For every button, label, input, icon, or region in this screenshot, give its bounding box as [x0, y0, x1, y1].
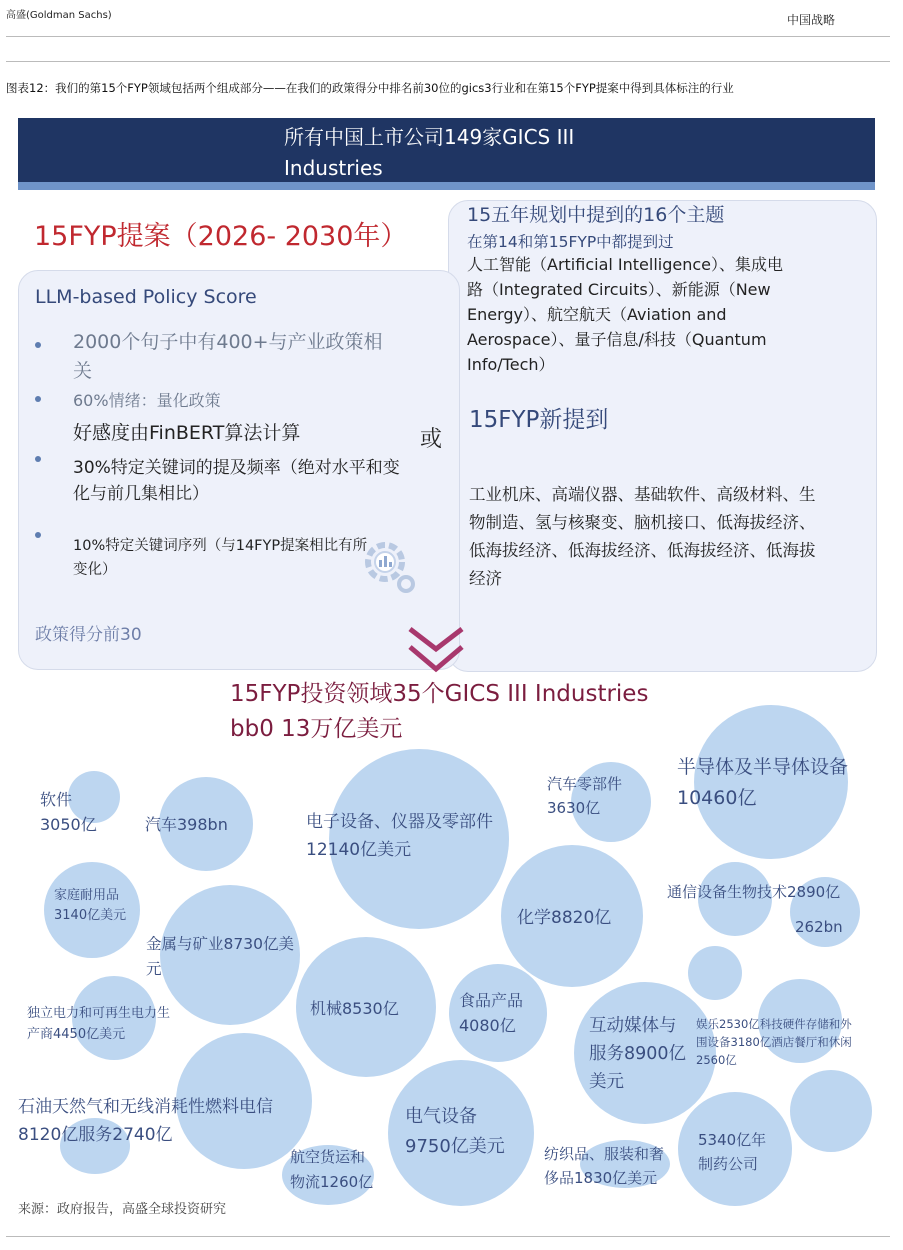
policy-score-title: LLM-based Policy Score: [35, 286, 257, 308]
themes-list: 人工智能（Artificial Intelligence）、集成电路（Integrated Circuits）、新能源（New Energy）、航空航天（Aviation and Aerospace）、量子信息/科技（Quantum Info/Tech）: [467, 255, 783, 374]
themes-title: 15五年规划中提到的16个主题: [467, 204, 725, 226]
bullet-sentences: 2000个句子中有400+与产业政策相关: [73, 331, 383, 382]
bubble-label-pharmaceuticals: 5340亿年 制药公司: [698, 1131, 767, 1173]
bubble: [688, 946, 742, 1000]
bubble-label-autos: 汽车398bn: [145, 815, 228, 834]
bullet-dot: [35, 396, 41, 402]
source-note: 来源：政府报告，高盛全球投资研究: [18, 1202, 227, 1217]
banner-line-1: 所有中国上市公司149家GICS III: [284, 125, 575, 149]
investment-title-line-2: bb0 13万亿美元: [230, 716, 403, 742]
bubble: [790, 1070, 872, 1152]
new-themes-title: 15FYP新提到: [469, 407, 609, 433]
bullet-keyword-frequency: 30%特定关键词的提及频率（绝对水平和变化与前几集相比）: [73, 458, 400, 504]
investment-title: [230, 677, 648, 747]
bubble-label-software: 软件 3050亿: [40, 790, 97, 834]
bubble-label-electrical-equipment: 电气设备 9750亿美元: [405, 1106, 505, 1157]
bubble-label-air-freight: 航空货运和 物流1260亿: [290, 1148, 374, 1191]
bubble-label-entertainment-hardware-hotels: 娱乐2530亿科技硬件存储和外 围设备3180亿酒店餐厅和休闲 2560亿: [696, 1017, 852, 1067]
bullet-sentiment: 60%情绪：量化政策: [73, 391, 221, 410]
bubble-label-household-durables: 家庭耐用品 3140亿美元: [54, 888, 127, 923]
bullet-dot: [35, 532, 41, 538]
bubble-label-comm-equipment-biotech: 通信设备生物技术2890亿: [667, 883, 841, 901]
bubble-label-power-producers: 独立电力和可再生电力生 产商4450亿美元: [27, 1006, 171, 1042]
banner-text: [284, 122, 574, 184]
bullet-dot: [35, 342, 41, 348]
bubble-label-metals-mining: 金属与矿业8730亿美 元: [146, 935, 294, 978]
investment-title-line-1: 15FYP投资领域35个GICS III Industries: [230, 681, 649, 707]
bullet-finbert: 好感度由FinBERT算法计算: [73, 422, 301, 444]
header-source-label: 高盛(Goldman Sachs): [6, 10, 112, 21]
bubble-label-food-products: 食品产品 4080亿: [459, 991, 524, 1035]
fyp-proposal-title: 15FYP提案（2026- 2030年）: [34, 221, 408, 252]
bubble-label-machinery: 机械8530亿: [310, 999, 399, 1018]
banner-line-2: Industries: [284, 156, 383, 180]
or-label: 或: [420, 427, 443, 452]
bubble-label-textiles-apparel: 纺织品、服装和奢 侈品1830亿美元: [544, 1145, 665, 1187]
bubble-label-semiconductors: 半导体及半导体设备 10460亿: [677, 756, 849, 809]
header-section-label: 中国战略: [787, 13, 836, 27]
bubble-label-interactive-media: 互动媒体与 服务8900亿 美元: [589, 1016, 687, 1092]
themes-subtitle: 在第14和第15FYP中都提到过: [467, 233, 674, 251]
bullet-keyword-sequence: 10%特定关键词序列（与14FYP提案相比有所变化）: [73, 538, 368, 578]
figure-caption: 图表12：我们的第15个FYP领域包括两个组成部分——在我们的政策得分中排名前30位的gics3行业和在第15个FYP提案中得到具体标注的行业: [6, 81, 734, 95]
policy-score-top30: 政策得分前30: [35, 625, 142, 645]
header-rule-bottom: [6, 61, 890, 62]
bubble-label-chemicals: 化学8820亿: [517, 908, 612, 928]
footer-rule: [6, 1236, 890, 1237]
bubble-label-262bn: 262bn: [795, 918, 843, 936]
new-themes-list: 工业机床、高端仪器、基础软件、高级材料、生物制造、氢与核聚变、脑机接口、低海拔经济、低海拔经济、低海拔经济、低海拔经济、低海拔经济: [469, 485, 816, 588]
bubble-label-electronic-equipment: 电子设备、仪器及零部件 12140亿美元: [306, 812, 493, 860]
bubble-label-auto-parts: 汽车零部件 3630亿: [547, 775, 623, 817]
bubble-label-oil-gas-telecom: 石油天然气和无线消耗性燃料电信 8120亿服务2740亿: [18, 1097, 273, 1145]
gear-chart-icon: [363, 540, 419, 596]
header-rule-top: [6, 36, 890, 37]
bullet-dot: [35, 456, 41, 462]
chevron-down-icon: [404, 625, 468, 677]
